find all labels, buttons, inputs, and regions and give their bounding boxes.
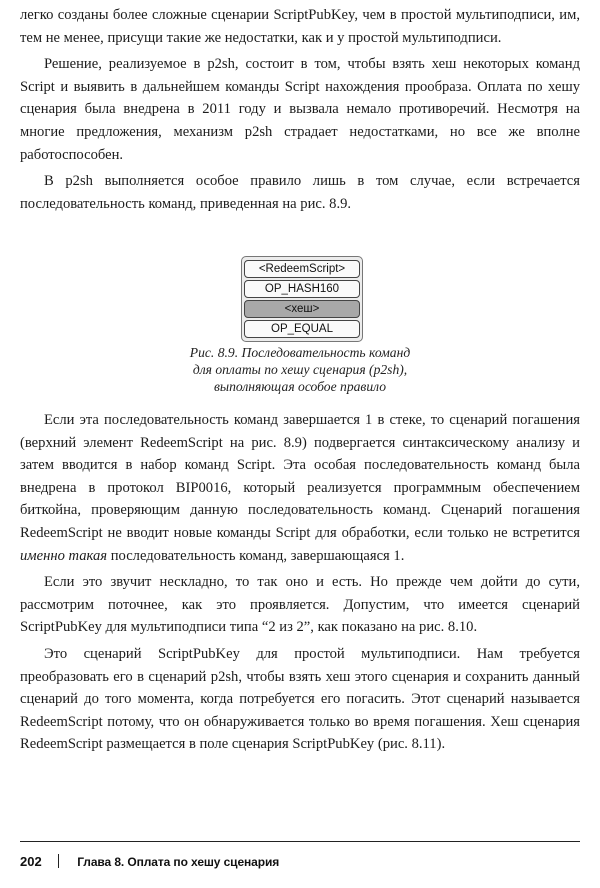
page-footer	[20, 852, 279, 872]
paragraph-continuation: легко созданы более сложные сценарии ScriptPubKey, чем в простой мультиподписи, им, тем не менее, присущи такие же недостатки, как и у простой мультиподписи.	[20, 7, 580, 46]
paragraph-bip0016-ending: последовательность команд, завершающаяся 1.	[107, 547, 405, 564]
page-number: 202	[20, 854, 42, 869]
stack-item-redeemscript: <RedeemScript>	[244, 260, 360, 278]
paragraph-multisig-example: Если это звучит нескладно, то так оно и есть. Но прежде чем дойти до сути, рассмотрим поточнее, как это проявляется. Допустим, что имеется сценарий ScriptPubKey для мультиподписи типа “2 из 2”, как показано на рис. 8.10.	[20, 574, 580, 636]
paragraph-p2sh-solution: Решение, реализуемое в p2sh, состоит в том, чтобы взять хеш некоторых команд Script и выявить в дальнейшем команды Script нахождения прообраза. Оплата по хешу сценария была внедрена в 2011 году и вызвала немало противоречий. Несмотря на многие предложения, механизм p2sh страдает недостатками, но все же вполне работоспособен.	[20, 56, 580, 163]
caption-line: для оплаты по хешу сценария (p2sh),	[192, 362, 408, 377]
caption-line: выполняющая особое правило	[213, 379, 387, 394]
paragraph-special-rule: В p2sh выполняется особое правило лишь в том случае, если встречается последовательность команд, приведенная на рис. 8.9.	[20, 173, 580, 212]
paragraph-bip0016	[20, 409, 580, 567]
caption-line: Рис. 8.9. Последовательность команд	[189, 345, 411, 360]
command-stack	[241, 256, 363, 342]
stack-item-op-hash160: OP_HASH160	[244, 280, 360, 298]
chapter-title: Глава 8. Оплата по хешу сценария	[77, 855, 280, 869]
body-text-top	[20, 4, 580, 215]
emphasis-text: именно такая	[20, 547, 108, 564]
figure-caption	[150, 344, 450, 395]
footer-divider	[20, 841, 580, 842]
paragraph-redeemscript: Это сценарий ScriptPubKey для простой мультиподписи. Нам требуется преобразовать его в сценарий p2sh, чтобы взять хеш этого сценария и сохранить данный сценарий до того момента, когда потребуется его погасить. Этот сценарий называется RedeemScript потому, что он обнаруживается только во время погашения. Хеш сценария RedeemScript размещается в поле сценария ScriptPubKey (рис. 8.11).	[20, 645, 580, 753]
footer-separator	[58, 854, 60, 868]
paragraph-bip0016-text: Если эта последовательность команд завершается 1 в стеке, то сценарий погашения (верхний элемент RedeemScript на рис. 8.9) подвергается синтаксическому анализу и затем вводится в набор команд Script. Эта особая последовательность команд была внедрена в протокол BIP0016, который реализуется программным обеспечением биткойна, проверяющим данную последовательность команд. Сценарий погашения RedeemScript не вводит новые команды Script для обработки, если только не встретится	[20, 412, 580, 541]
body-text-bottom	[20, 409, 580, 756]
figure-8-9	[0, 256, 600, 396]
stack-item-hash: <хеш>	[244, 300, 360, 318]
stack-item-op-equal: OP_EQUAL	[244, 320, 360, 338]
